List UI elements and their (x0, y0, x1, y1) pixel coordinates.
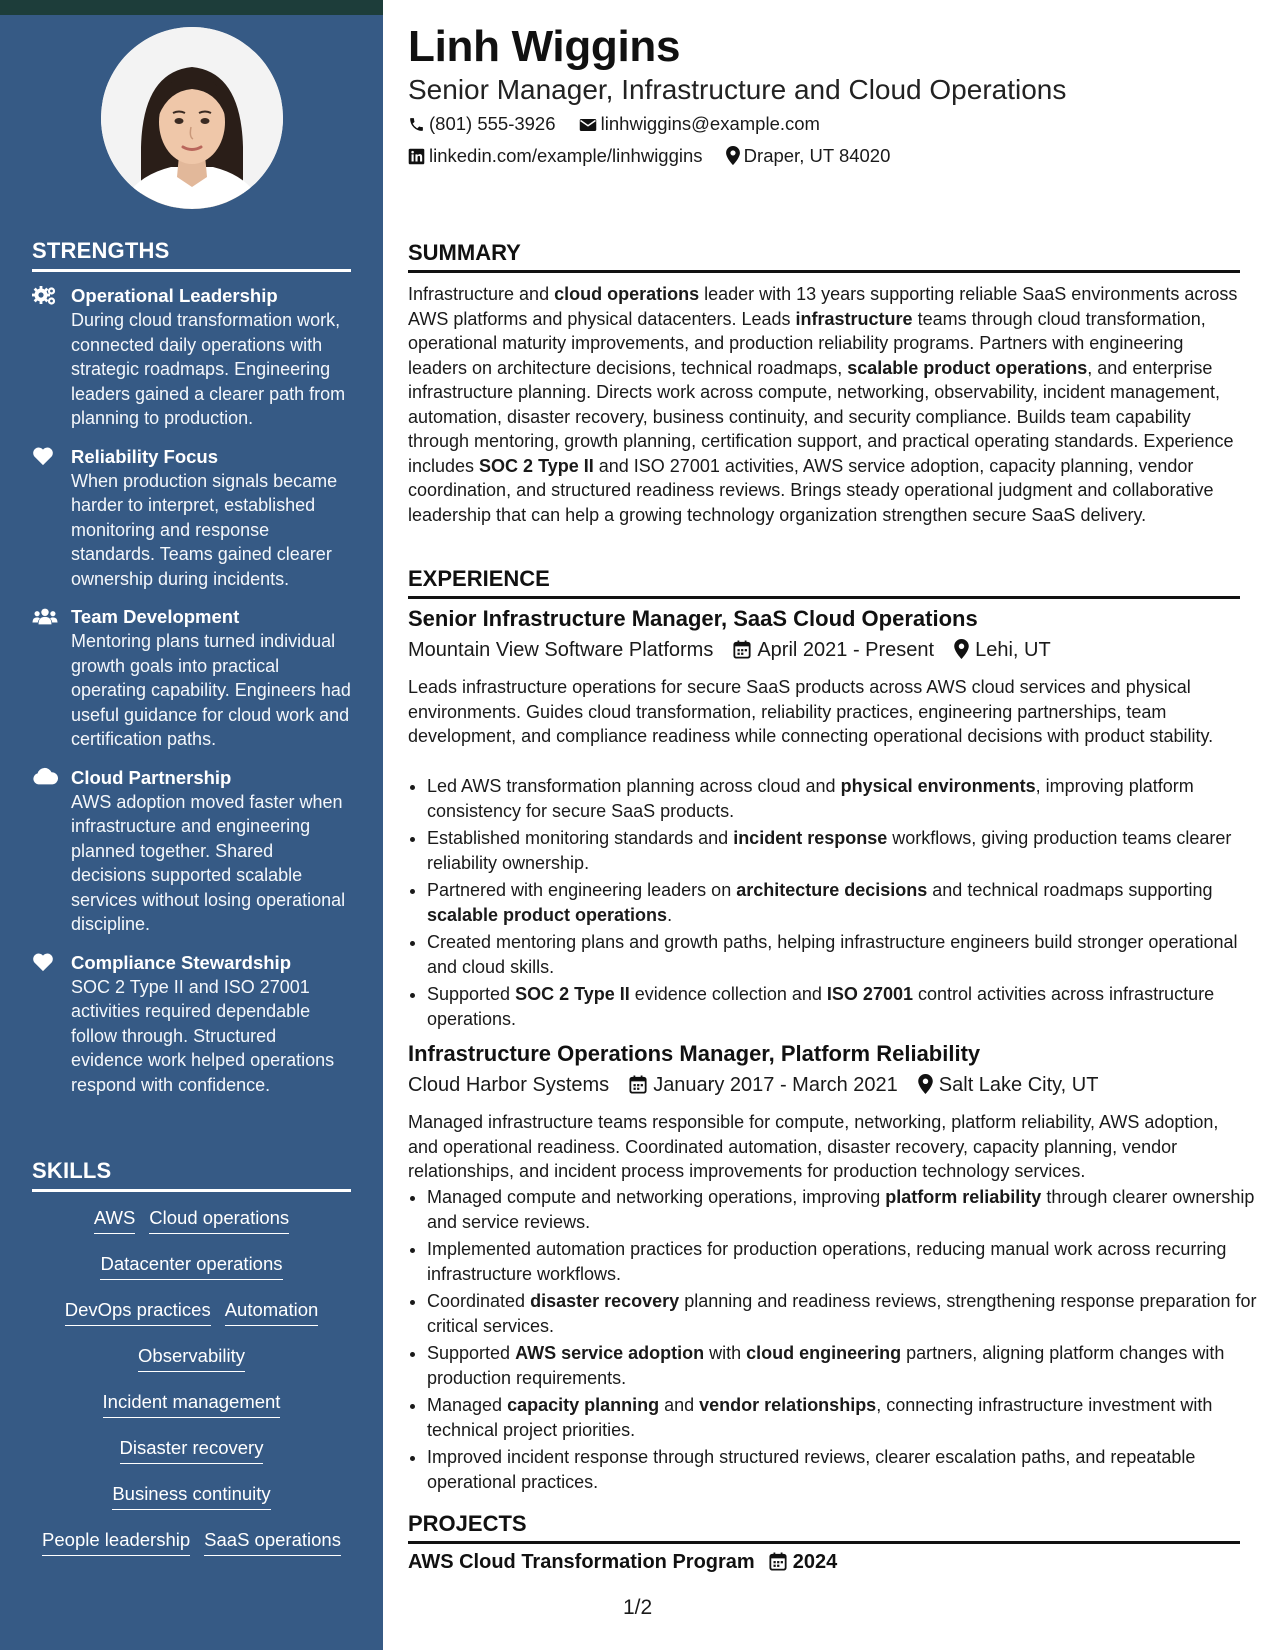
strength-title: Compliance Stewardship (71, 951, 291, 973)
text-run: Supported (427, 1343, 516, 1363)
skill-tag: DevOps practices (65, 1296, 211, 1326)
emphasis-text: capacity planning (507, 1395, 660, 1415)
strength-item (32, 605, 351, 752)
job-2-company: Cloud Harbor Systems (408, 1074, 610, 1096)
text-run: workflows, giving production teams clearer reliability ownership. (427, 828, 1232, 873)
phone-icon (408, 116, 425, 133)
text-run: . (667, 904, 673, 925)
emphasis-text: AWS service adoption (515, 1343, 705, 1363)
project-1-title: AWS Cloud Transformation Program (408, 1551, 755, 1573)
job-2-bullets (408, 1185, 1259, 1497)
text-run: , improving platform consistency for secure SaaS products. (427, 776, 1194, 821)
strength-description: Mentoring plans turned individual growth goals into practical operating capability. Engineers had useful guidance for cloud work and certification paths. (71, 631, 351, 749)
bullet-item (427, 826, 1259, 875)
strength-title: Reliability Focus (71, 445, 219, 467)
job-1-company: Mountain View Software Platforms (408, 639, 714, 661)
skill-tag: Disaster recovery (120, 1434, 264, 1464)
map-pin-icon (918, 1074, 933, 1094)
strength-title: Team Development (71, 606, 240, 627)
phone-text: (801) 555-3926 (429, 113, 556, 134)
job-2-meta (408, 1074, 1098, 1097)
bullet-item (427, 982, 1259, 1031)
summary-text (408, 282, 1240, 527)
text-run: evidence collection and (629, 984, 827, 1004)
project-1-year: 2024 (792, 1551, 838, 1573)
skill-row (32, 1250, 351, 1280)
emphasis-text: vendor relationships (699, 1395, 877, 1415)
calendar-icon (733, 640, 751, 659)
text-run: through clearer ownership and service reviews. (427, 1187, 1255, 1232)
text-run: Established monitoring standards and (427, 828, 734, 848)
job-1-description: Leads infrastructure operations for secure SaaS products across AWS cloud services and physical environments. Guides cloud transformation, reliability practices, engineering partnerships, team development, and compliance readiness while connecting operational decisions with product stability. (408, 677, 1214, 746)
experience-title: EXPERIENCE (408, 566, 1240, 599)
candidate-name: Linh Wiggins (408, 22, 681, 71)
emphasis-text: scalable product operations (427, 904, 668, 925)
text-run: with (704, 1343, 747, 1363)
sidebar-top-bar (0, 0, 383, 15)
emphasis-text: cloud operations (554, 284, 700, 304)
location-item (726, 145, 891, 166)
email-text[interactable]: linhwiggins@example.com (600, 113, 820, 134)
text-run: Implemented automation practices for production operations, reducing manual work across recurring infrastructure workflows. (427, 1239, 1227, 1284)
page-number: 1/2 (623, 1596, 653, 1619)
job-1-location: Lehi, UT (975, 639, 1051, 661)
emphasis-text: SOC 2 Type II (515, 984, 630, 1004)
text-run: Led AWS transformation planning across cloud and (427, 776, 841, 796)
emphasis-text: architecture decisions (736, 880, 928, 900)
bullet-item (427, 1185, 1259, 1234)
text-run: Coordinated (427, 1291, 531, 1311)
job-2-description: Managed infrastructure teams responsible for compute, networking, platform reliability, AWS adoption, and operational readiness. Coordinated automation, disaster recovery, capacity planning, vendor relationships, and incident process improvements for production technology services. (408, 1112, 1219, 1181)
skills-list (32, 1204, 351, 1556)
strength-description: When production signals became harder to interpret, established monitoring and response standards. Teams gained clearer ownership during incidents. (71, 470, 338, 589)
cloud-icon (32, 767, 58, 789)
job-2-title: Infrastructure Operations Manager, Platform Reliability (408, 1041, 981, 1066)
text-run: Partnered with engineering leaders on (427, 880, 737, 900)
text-run: , connecting infrastructure investment with technical project priorities. (427, 1395, 1213, 1440)
contact-row-1 (408, 113, 838, 135)
strength-description: SOC 2 Type II and ISO 27001 activities required dependable follow through. Structured evidence work helped operations respond with confidence. (71, 976, 335, 1095)
skill-tag: SaaS operations (204, 1526, 341, 1556)
skills-section (32, 1158, 351, 1572)
text-run: and technical roadmaps supporting (927, 880, 1213, 900)
strength-item (32, 445, 351, 592)
job-2-dates: January 2017 - March 2021 (653, 1074, 898, 1096)
job-1-meta (408, 639, 1051, 662)
skill-tag: Datacenter operations (100, 1250, 282, 1280)
job-2-location: Salt Lake City, UT (938, 1074, 1099, 1096)
skill-row (32, 1204, 351, 1234)
skills-title: SKILLS (32, 1158, 351, 1192)
heart-icon (32, 952, 58, 974)
calendar-icon (629, 1075, 647, 1094)
linkedin-item[interactable] (408, 145, 708, 166)
text-run: Supported (427, 984, 516, 1004)
avatar-portrait (101, 27, 283, 209)
emphasis-text: infrastructure (795, 308, 913, 329)
linkedin-icon (408, 148, 425, 165)
projects-title: PROJECTS (408, 1511, 1240, 1544)
bullet-item (427, 1341, 1259, 1390)
bullet-item (427, 878, 1259, 927)
map-pin-icon (726, 146, 740, 165)
phone-item (408, 113, 561, 134)
bullet-item (427, 1445, 1259, 1494)
strength-item (32, 951, 351, 1098)
text-run: teams through cloud transformation, operational maturity improvements, and production reliability programs. Partners with engineering leaders on architecture decisions, technical roadmaps, (408, 308, 1206, 378)
emphasis-text: disaster recovery (530, 1291, 680, 1311)
text-run: partners, aligning platform changes with production requirements. (427, 1343, 1225, 1388)
summary-title: SUMMARY (408, 240, 1240, 273)
contact-row-2 (408, 145, 908, 167)
text-run: Created mentoring plans and growth paths, helping infrastructure engineers build stronger operational and cloud skills. (427, 932, 1238, 977)
bullet-item (427, 1237, 1259, 1286)
bullet-item (427, 1393, 1259, 1442)
skill-tag: AWS (94, 1204, 135, 1234)
users-icon (32, 606, 58, 628)
gears-icon (32, 285, 58, 307)
strength-title: Cloud Partnership (71, 766, 232, 788)
skill-row (32, 1434, 351, 1464)
envelope-icon (579, 117, 597, 133)
text-run: Infrastructure and (408, 284, 555, 304)
emphasis-text: cloud engineering (746, 1343, 902, 1363)
text-run: and ISO 27001 activities, AWS service adoption, capacity planning, vendor coordination, and structured readiness reviews. Brings steady operational judgment and collaborative leadership that can help a growing technology organization strengthen secure SaaS delivery. (408, 455, 1214, 525)
emphasis-text: physical environments (840, 776, 1036, 796)
text-run: Managed (427, 1395, 508, 1415)
bullet-item (427, 1289, 1259, 1338)
skill-row (32, 1342, 351, 1372)
skill-tag: Business continuity (112, 1480, 270, 1510)
emphasis-text: SOC 2 Type II (479, 455, 594, 476)
strength-item (32, 284, 351, 431)
linkedin-text[interactable]: linkedin.com/example/linhwiggins (429, 145, 703, 166)
skill-tag: Incident management (103, 1388, 281, 1418)
text-run: , and enterprise infrastructure planning. Directs work across compute, networking, observability, incident management, automation, disaster recovery, business continuity, and security compliance. Builds team capability through mentoring, growth planning, certification support, and practical operating standards. Experience includes (408, 357, 1234, 476)
emphasis-text: ISO 27001 (826, 984, 913, 1004)
skill-row (32, 1480, 351, 1510)
job-1-bullets (408, 774, 1259, 1034)
candidate-headline: Senior Manager, Infrastructure and Cloud Operations (408, 74, 1067, 105)
text-run: Managed compute and networking operations, improving (427, 1187, 886, 1207)
strength-title: Operational Leadership (71, 285, 278, 306)
emphasis-text: scalable product operations (847, 357, 1088, 378)
skill-row (32, 1296, 351, 1326)
calendar-icon (769, 1552, 787, 1571)
job-1-dates: April 2021 - Present (757, 639, 935, 661)
job-1-title: Senior Infrastructure Manager, SaaS Cloud Operations (408, 606, 978, 631)
text-run: control activities across infrastructure operations. (427, 984, 1215, 1029)
strengths-list (32, 284, 351, 1097)
skill-tag: Observability (138, 1342, 245, 1372)
map-pin-icon (954, 639, 969, 659)
strength-description: During cloud transformation work, connected daily operations with strategic roadmaps. Engineering leaders gained a clearer path from planning to production. (71, 310, 346, 428)
skill-tag: People leadership (42, 1526, 190, 1556)
strength-description: AWS adoption moved faster when infrastructure and engineering planned together. Shared decisions supported scalable services without losing operational discipline. (71, 791, 346, 934)
text-run: and (659, 1395, 700, 1415)
location-text: Draper, UT 84020 (743, 145, 891, 166)
emphasis-text: incident response (733, 828, 888, 848)
text-run: leader with 13 years supporting reliable SaaS environments across AWS platforms and physical datacenters. Leads (408, 284, 1238, 329)
skill-row (32, 1388, 351, 1418)
sidebar (0, 0, 383, 1650)
skill-row (32, 1526, 351, 1556)
text-run: planning and readiness reviews, strengthening response preparation for critical services. (427, 1291, 1257, 1336)
emphasis-text: platform reliability (885, 1187, 1042, 1207)
email-item[interactable] (579, 113, 820, 134)
skill-tag: Automation (225, 1296, 319, 1326)
skill-tag: Cloud operations (149, 1204, 289, 1234)
heart-icon (32, 446, 58, 468)
text-run: Improved incident response through structured reviews, clearer escalation paths, and repeatable operational practices. (427, 1447, 1196, 1492)
strengths-section (32, 238, 351, 1111)
bullet-item (427, 930, 1259, 979)
bullet-item (427, 774, 1259, 823)
profile-photo (101, 27, 283, 209)
project-1 (408, 1551, 837, 1574)
strength-item (32, 766, 351, 937)
strengths-title: STRENGTHS (32, 238, 351, 272)
